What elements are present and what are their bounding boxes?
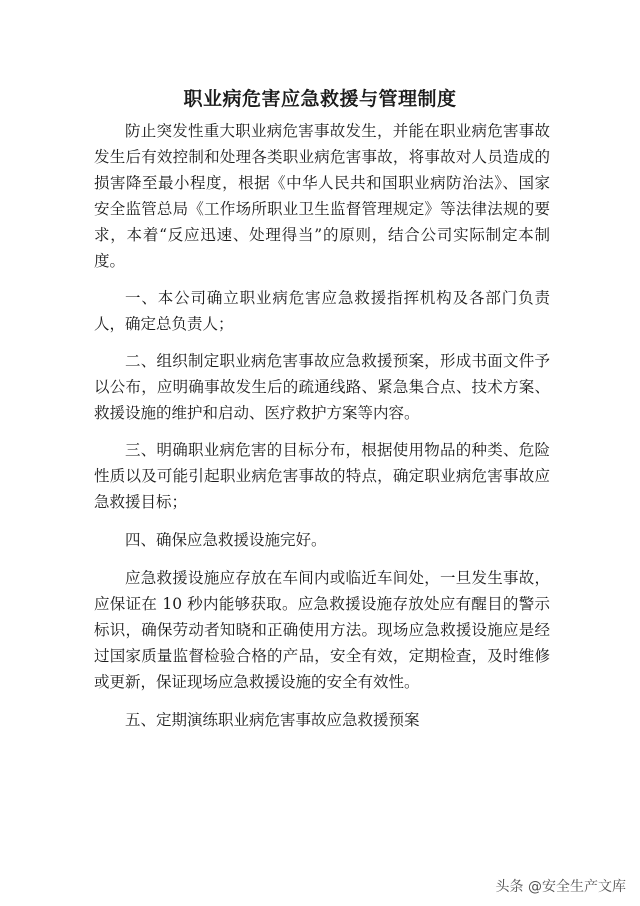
intro-paragraph: 防止突发性重大职业病危害事故发生，并能在职业病危害事故发生后有效控制和处理各类职业病危害事故，将事故对人员造成的损害降至最小程度，根据《中华人民共和国职业病防治法》、国家安全监管总局《工作场所职业卫生监督管理规定》等法律法规的要求，本着“反应迅速、处理得当”的原则，结合公司实际制定本制度。 [94,122,550,270]
document-title: 职业病危害应急救援与管理制度 [183,88,457,110]
clause-4-detail-paragraph: 应急救援设施应存放在车间内或临近车间处，一旦发生事故，应保证在 10 秒内能够获取。应急救援设施存放处应有醒目的警示标识，确保劳动者知晓和正确使用方法。现场应急救援设施应是经过国家质量监督检验合格的产品，安全有效，定期检查，及时维修或更新，保证现场应急救援设施的安全有效性。 [94,569,550,691]
clause-5-paragraph: 五、定期演练职业病危害事故应急救援预案 [125,711,420,729]
document-body [94,118,550,733]
watermark: 头条 @安全生产文库 [495,879,626,895]
clause-1-paragraph: 一、本公司确立职业病危害应急救援指挥机构及各部门负责人，确定总负责人； [94,289,550,333]
clause-2-paragraph: 二、组织制定职业病危害事故应急救援预案，形成书面文件予以公布，应明确事故发生后的疏通线路、紧急集合点、技术方案、救援设施的维护和启动、医疗救护方案等内容。 [94,352,550,422]
clause-4-paragraph: 四、确保应急救援设施完好。 [125,531,327,549]
clause-3-paragraph: 三、明确职业病危害的目标分布，根据使用物品的种类、危险性质以及可能引起职业病危害事故的特点，确定职业病危害事故应急救援目标； [94,441,550,511]
